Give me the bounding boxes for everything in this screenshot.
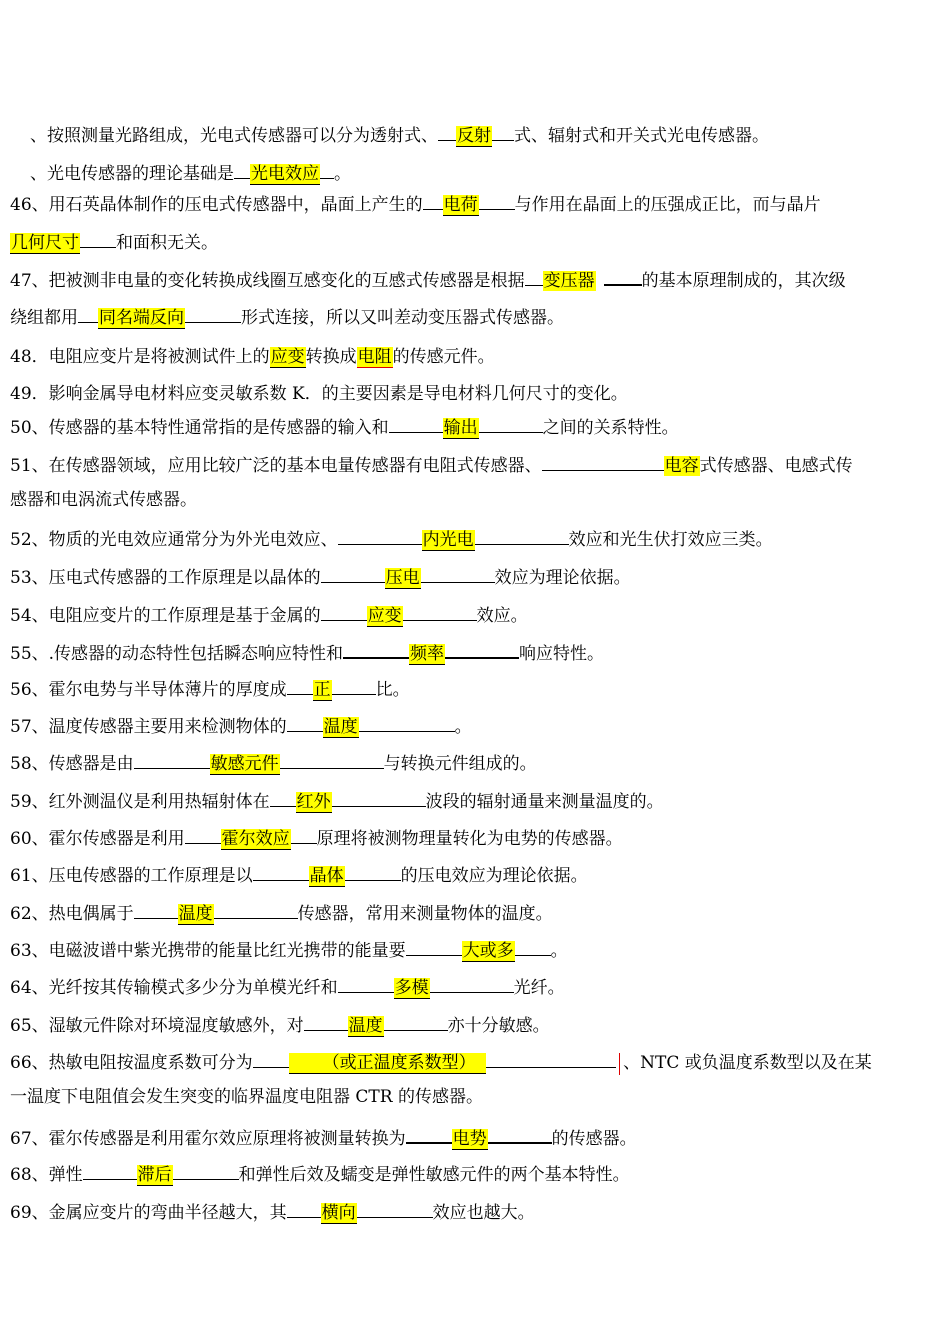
- question-text: 68、弹性: [10, 1165, 83, 1185]
- answer-highlight: 输出: [443, 418, 478, 438]
- question-text: 的传感器。: [551, 1129, 637, 1149]
- question-text: 和面积无关。: [116, 233, 218, 253]
- question-text: 58、传感器是由: [10, 754, 134, 774]
- answer-highlight: 横向: [321, 1203, 356, 1223]
- question-text: 53、压电式传感器的工作原理是以晶体的: [10, 568, 321, 588]
- answer-highlight: 霍尔效应: [221, 829, 290, 849]
- question-line: [10, 524, 935, 550]
- answer-highlight: 同名端反向: [99, 308, 184, 328]
- question-text: 67、霍尔传感器是利用霍尔效应原理将被测量转换为: [10, 1129, 406, 1149]
- question-text: 式传感器、电感式传: [699, 456, 853, 476]
- question-line: [10, 264, 935, 290]
- question-text: 。: [334, 164, 351, 184]
- question-line: [10, 823, 935, 849]
- question-text: 50、传感器的基本特性通常指的是传感器的输入和: [10, 418, 389, 438]
- answer-highlight: 电容: [664, 456, 699, 476]
- question-line: [30, 158, 950, 184]
- question-text: 比。: [375, 680, 410, 700]
- question-text: 69、金属应变片的弯曲半径越大，其: [10, 1203, 287, 1223]
- answer-highlight: 光电效应: [251, 164, 319, 184]
- question-line: [10, 786, 935, 812]
- question-line: [10, 1047, 935, 1073]
- question-line: [30, 120, 950, 146]
- question-line: [10, 674, 935, 700]
- question-line: [10, 711, 935, 737]
- question-text: 效应和光生伏打效应三类。: [568, 530, 773, 550]
- question-line: [10, 227, 935, 253]
- question-text: 原理将被测物理量转化为电势的传感器。: [316, 829, 623, 849]
- question-text: 响应特性。: [519, 644, 605, 664]
- question-text: 55、.传感器的动态特性包括瞬态响应特性和: [10, 644, 344, 664]
- question-line: [10, 381, 935, 407]
- question-text: 转换成: [305, 347, 357, 367]
- question-text: 波段的辐射通量来测量温度的。: [425, 792, 664, 812]
- question-line: [10, 562, 935, 588]
- question-text: 与作用在晶面上的压强成正比，而与晶片: [514, 195, 821, 215]
- question-text: 59、红外测温仪是利用热辐射体在: [10, 792, 270, 812]
- question-text: 的传感元件。: [392, 347, 495, 367]
- question-line: [10, 450, 935, 476]
- question-text: 和弹性后效及蠕变是弹性敏感元件的两个基本特性。: [238, 1165, 630, 1185]
- question-text: 效应。: [476, 606, 528, 626]
- question-line: [10, 487, 935, 513]
- question-text: 与转换元件组成的。: [383, 754, 537, 774]
- answer-highlight: 应变: [367, 606, 402, 626]
- question-text: 绕组都用: [10, 308, 78, 328]
- question-text: 51、在传感器领域，应用比较广泛的基本电量传感器有电阻式传感器、: [10, 456, 542, 476]
- question-line: [10, 302, 935, 328]
- question-line: [10, 637, 935, 663]
- question-text: 亦十分敏感。: [447, 1016, 550, 1036]
- question-text: 感器和电涡流式传感器。: [10, 490, 197, 510]
- answer-highlight: 温度: [178, 904, 213, 924]
- answer-highlight: 红外: [296, 792, 331, 812]
- question-line: [10, 600, 935, 626]
- cursor-mark: [619, 1053, 621, 1075]
- answer-highlight: 变压器: [543, 271, 595, 291]
- question-text: 61、压电传感器的工作原理是以: [10, 866, 253, 886]
- answer-highlight: 电阻: [357, 347, 392, 367]
- question-text: 65、湿敏元件除对环境湿度敏感外，对: [10, 1016, 304, 1036]
- answer-highlight: 大或多: [462, 941, 514, 961]
- question-text: 48．电阻应变片是将被测试件上的: [10, 347, 270, 367]
- question-text: 。: [454, 717, 472, 737]
- question-text: 、光电传感器的理论基础是: [30, 164, 234, 184]
- question-text: 63、电磁波谱中紫光携带的能量比红光携带的能量要: [10, 941, 406, 961]
- question-line: [10, 412, 935, 438]
- answer-highlight: 压电: [385, 568, 420, 588]
- answer-highlight: 电荷: [443, 195, 478, 215]
- question-text: 64、光纤按其传输模式多少分为单模光纤和: [10, 978, 338, 998]
- answer-highlight: 内光电: [422, 530, 474, 550]
- question-text: 66、热敏电阻按温度系数可分为: [10, 1053, 253, 1073]
- question-text: 。: [550, 941, 568, 961]
- question-text: 的压电效应为理论依据。: [400, 866, 588, 886]
- answer-highlight: 晶体: [309, 866, 344, 886]
- answer-highlight: 敏感元件: [210, 754, 279, 774]
- question-text: 49．影响金属导电材料应变灵敏系数 K．的主要因素是导电材料几何尺寸的变化。: [10, 384, 628, 404]
- answer-highlight: 正: [313, 680, 331, 700]
- answer-highlight: 几何尺寸: [11, 233, 79, 253]
- answer-highlight: 多模: [394, 978, 429, 998]
- question-text: 之间的关系特性。: [542, 418, 679, 438]
- question-text: 47、把被测非电量的变化转换成线圈互感变化的互感式传感器是根据: [10, 271, 525, 291]
- question-text: 52、物质的光电效应通常分为外光电效应、: [10, 530, 338, 550]
- question-text: 57、温度传感器主要用来检测物体的: [10, 717, 287, 737]
- answer-highlight: 温度: [323, 717, 358, 737]
- question-line: [10, 189, 935, 215]
- question-text: 、NTC 或负温度系数型以及在某: [623, 1053, 872, 1073]
- question-text: 光纤。: [513, 978, 565, 998]
- question-text: 62、热电偶属于: [10, 904, 134, 924]
- answer-highlight: （或正温度系数型）: [289, 1053, 486, 1074]
- answer-highlight: 应变: [270, 347, 305, 367]
- answer-highlight: 温度: [348, 1016, 383, 1036]
- question-line: [10, 972, 935, 998]
- answer-highlight: 频率: [410, 644, 445, 664]
- question-text: 46、用石英晶体制作的压电式传感器中，晶面上产生的: [10, 195, 423, 215]
- question-line: [10, 1159, 935, 1185]
- question-text: 56、霍尔电势与半导体薄片的厚度成: [10, 680, 287, 700]
- question-text: 形式连接，所以又叫差动变压器式传感器。: [241, 308, 564, 328]
- question-line: [10, 748, 935, 774]
- question-line: [10, 344, 935, 370]
- question-line: [10, 1122, 935, 1148]
- question-text: 54、电阻应变片的工作原理是基于金属的: [10, 606, 321, 626]
- question-text: 60、霍尔传感器是利用: [10, 829, 185, 849]
- question-text: 传感器，常用来测量物体的温度。: [297, 904, 553, 924]
- question-line: [10, 935, 935, 961]
- question-line: [10, 1010, 935, 1036]
- question-text: 一温度下电阻值会发生突变的临界温度电阻器 CTR 的传感器。: [10, 1087, 483, 1107]
- question-line: [10, 860, 935, 886]
- question-text: 效应也越大。: [432, 1203, 535, 1223]
- question-line: [10, 1197, 935, 1223]
- question-text: 的基本原理制成的，其次级: [641, 271, 846, 291]
- question-line: [10, 898, 935, 924]
- answer-highlight: 反射: [457, 126, 491, 146]
- question-text: 、按照测量光路组成，光电式传感器可以分为透射式、: [30, 126, 438, 146]
- question-line: [10, 1084, 935, 1110]
- answer-highlight: 电势: [452, 1129, 487, 1149]
- question-text: 效应为理论依据。: [494, 568, 631, 588]
- answer-highlight: 滞后: [137, 1165, 172, 1185]
- question-text: 式、辐射式和开关式光电传感器。: [514, 126, 769, 146]
